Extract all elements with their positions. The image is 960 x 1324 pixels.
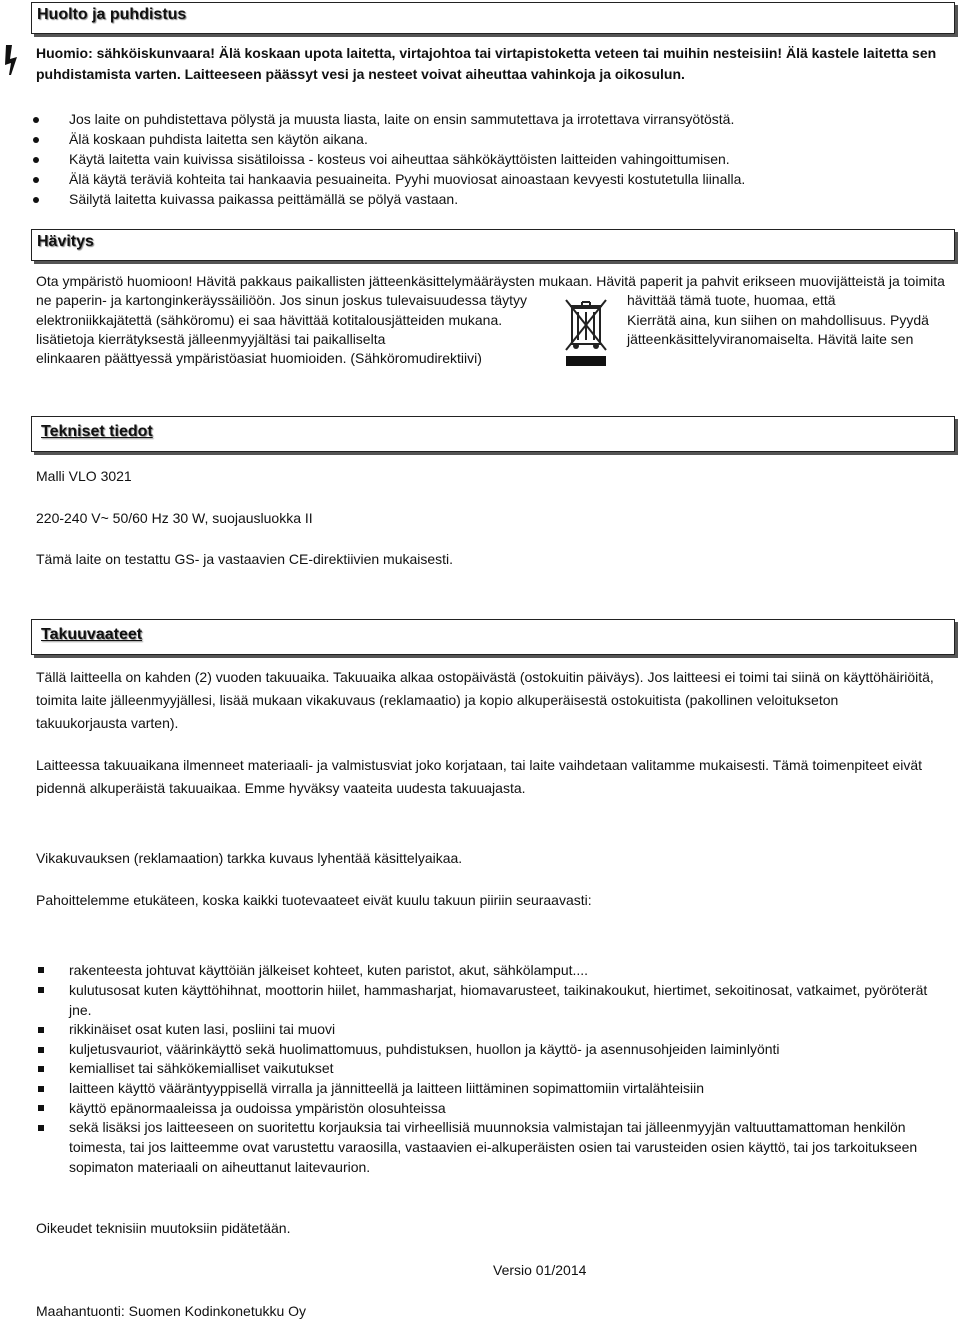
warning-line-1: Huomio: sähköiskunvaara! Älä koskaan upota laitetta, virtajohtoa tai virtapistoketta veteen tai muihin nesteisiin! Älä kastele laitetta sen: [36, 45, 937, 61]
exclusion-item-1: rakenteesta johtuvat käyttöiän jälkeiset kohteet, kuten paristot, akut, sähkölamput....: [69, 962, 589, 978]
tech-model: Malli VLO 3021: [36, 468, 132, 484]
disposal-left-1: ne paperin- ja kartonginkeräyssäiliöön. Jos sinun joskus tulevaisuudessa täytyy: [36, 292, 528, 308]
importer-label: Maahantuonti: Suomen Kodinkonetukku Oy: [36, 1303, 307, 1319]
lightning-warning-icon: [3, 44, 23, 78]
bullet-square: [38, 1066, 44, 1072]
bullet-square: [38, 1047, 44, 1053]
section-title-cleaning: Huolto ja puhdistus: [37, 6, 187, 23]
section-title-tech: Tekniset tiedot: [41, 423, 153, 440]
cleaning-bullet-4: Älä käytä teräviä kohteita tai hankaavia pesuaineita. Pyyhi muoviosat ainoastaan kevyesti kostutetulla liinalla.: [69, 171, 746, 187]
bullet-square: [38, 1027, 44, 1033]
exclusion-item-3: rikkinäiset osat kuten lasi, posliini tai muovi: [69, 1021, 336, 1037]
cleaning-bullet-2: Älä koskaan puhdista laitetta sen käytön aikana.: [69, 131, 368, 147]
bullet-dot: [33, 197, 39, 203]
warranty-para2-line1: Laitteessa takuuaikana ilmenneet materiaali- ja valmistusviat joko korjataan, tai laite vaihdetaan valitamme mukaisesti. Tämä toimenpiteet eivät: [36, 757, 923, 773]
warranty-para1-line1: Tällä laitteella on kahden (2) vuoden takuuaika. Takuuaika alkaa ostopäivästä (ostokuitin päiväys). Jos laitteesi ei toimi tai siinä on käyttöhäiriöitä,: [36, 669, 934, 685]
warranty-para4: Pahoittelemme etukäteen, koska kaikki tuotevaateet eivät kuulu takuun piiriin seuraavasti:: [36, 892, 592, 908]
disposal-right-1: hävittää tämä tuote, huomaa, että: [627, 292, 836, 308]
section-title-disposal: Hävitys: [37, 233, 94, 250]
bullet-dot: [33, 117, 39, 123]
bullet-square: [38, 987, 44, 993]
cleaning-bullet-1: Jos laite on puhdistettava pölystä ja muusta liasta, laite on ensin sammutettava ja irrotettava virransyötöstä.: [69, 111, 735, 127]
section-header-tech: [31, 416, 955, 452]
exclusion-item-8-cont1: toimesta, tai jos laitteemme ovat varustettu varaosilla, vastaavien ei-alkuperäisten osien tai varusteiden osien käyttö, tai jos tarkoitukseen: [69, 1139, 918, 1155]
section-header-warranty: [31, 619, 955, 655]
disposal-left-4: elinkaaren päättyessä ympäristöasiat huomioiden. (Sähköromudirektiivi): [36, 350, 482, 366]
section-header-cleaning: [31, 2, 955, 34]
bullet-square: [38, 1086, 44, 1092]
disposal-right-2: Kierrätä aina, kun siihen on mahdollisuus. Pyydä: [627, 312, 929, 328]
exclusion-item-2-cont: jne.: [69, 1002, 92, 1018]
rights-notice: Oikeudet teknisiin muutoksiin pidätetään.: [36, 1220, 291, 1236]
disposal-line-1: Ota ympäristö huomioon! Hävitä pakkaus paikallisten jätteenkäsittelymääräysten mukaan. Hävitä paperit ja pahvit erikseen muovijätteistä ja toimita: [36, 273, 945, 289]
disposal-right-3: jätteenkäsittelyviranomaiselta. Hävitä laite sen: [627, 331, 914, 347]
section-title-warranty: Takuuvaateet: [41, 626, 143, 643]
bullet-square: [38, 1105, 44, 1111]
cleaning-bullet-3: Käytä laitetta vain kuivissa sisätiloissa - kosteus voi aiheuttaa sähkökäyttöisten laitteiden vahingoittumisen.: [69, 151, 730, 167]
version-label: Versio 01/2014: [493, 1262, 587, 1278]
disposal-left-2: elektroniikkajätettä (sähköromu) ei saa hävittää kotitalousjätteiden mukana.: [36, 312, 503, 328]
bullet-dot: [33, 177, 39, 183]
warning-line-2: puhdistamista varten. Laitteeseen päässyt vesi ja nesteet voivat aiheuttaa vahinkoja ja oikosulun.: [36, 66, 685, 82]
warranty-para1-line2: toimita laite jälleenmyyjällesi, lisää mukaan vikakuvaus (reklamaatio) ja kopio alkuperäisestä ostokuitista (pakollinen veloitukseton: [36, 692, 839, 708]
warranty-para2-line2: pidennä alkuperäistä takuuaikaa. Emme hyväksy vaateita uudesta takuuajasta.: [36, 780, 526, 796]
exclusion-item-4: kuljetusvauriot, väärinkäyttö sekä huolimattomuus, puhdistuksen, huollon ja käyttö- ja asennusohjeiden laiminlyönti: [69, 1041, 780, 1057]
exclusion-item-2: kulutusosat kuten käyttöhihnat, moottorin hiilet, hammasharjat, hiomavarusteet, taikinakoukut, hiertimet, sekoitinosat, vatkaimet, pyöröterät: [69, 982, 928, 998]
bullet-square: [38, 967, 44, 973]
exclusion-item-8: sekä lisäksi jos laitteeseen on suoritettu korjauksia tai virheellisiä muunnoksia valmistajan tai jälleenmyyjän valtuuttamattoman henkilön: [69, 1119, 906, 1135]
crossed-out-bin-icon: [560, 294, 612, 370]
warranty-para1-line3: takuukorjausta varten).: [36, 715, 179, 731]
bullet-square: [38, 1125, 44, 1131]
exclusion-item-5: kemialliset tai sähkökemialliset vaikutukset: [69, 1060, 334, 1076]
tech-certification: Tämä laite on testattu GS- ja vastaavien CE-direktiivien mukaisesti.: [36, 551, 454, 567]
warranty-para3: Vikakuvauksen (reklamaation) tarkka kuvaus lyhentää käsittelyaikaa.: [36, 850, 463, 866]
cleaning-bullet-5: Säilytä laitetta kuivassa paikassa peittämällä se pölyä vastaan.: [69, 191, 459, 207]
exclusion-item-8-cont2: sopimaton materiaali on aiheuttanut laitevaurion.: [69, 1159, 371, 1175]
exclusion-item-6: laitteen käyttö vääräntyyppisellä virralla ja jännitteellä ja laitteen liittäminen sopimattomiin virtalähteisiin: [69, 1080, 704, 1096]
disposal-left-3: lisätietoja kierrätyksestä jälleenmyyjältäsi tai paikalliselta: [36, 331, 386, 347]
bullet-dot: [33, 137, 39, 143]
section-header-disposal: [31, 229, 955, 261]
bullet-dot: [33, 157, 39, 163]
exclusion-item-7: käyttö epänormaaleissa ja oudoissa ympäristön olosuhteissa: [69, 1100, 446, 1116]
tech-power: 220-240 V~ 50/60 Hz 30 W, suojausluokka II: [36, 510, 313, 526]
